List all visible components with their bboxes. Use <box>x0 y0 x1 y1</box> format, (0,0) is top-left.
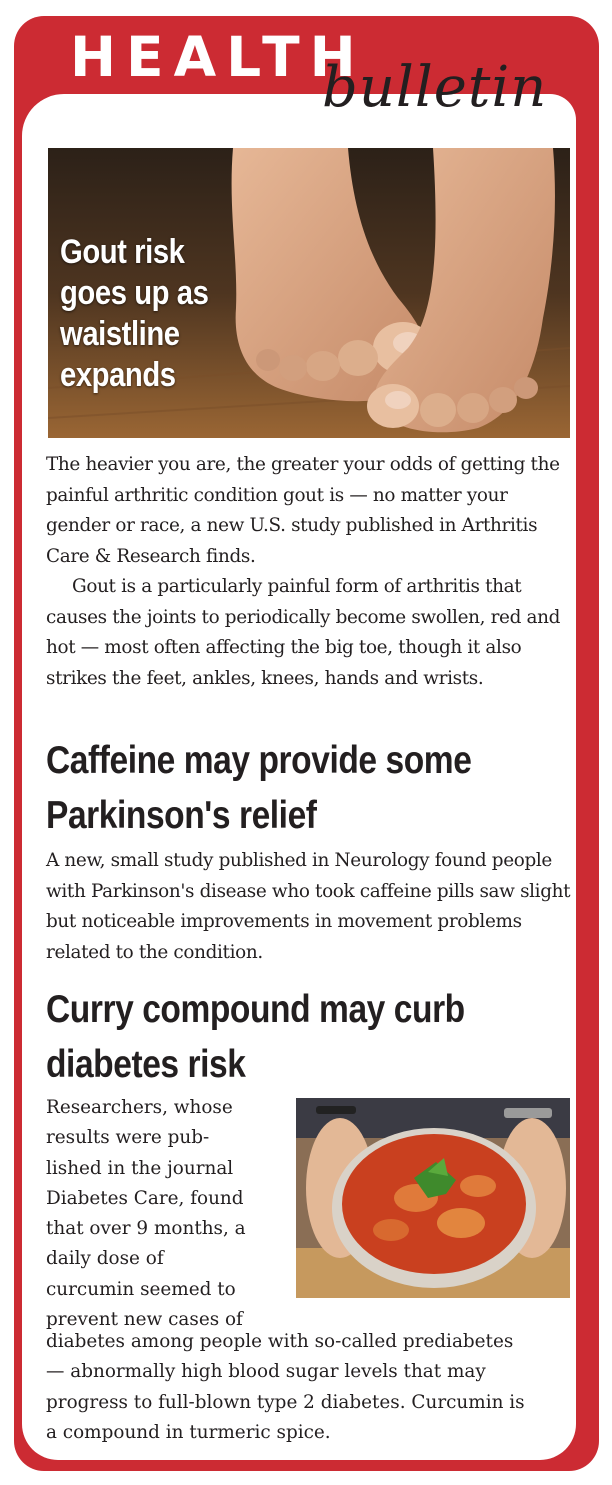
curry-bottom-line: — abnormally high blood sugar levels that may <box>46 1361 486 1383</box>
curry-side-line: prevent new cases of <box>46 1309 243 1331</box>
curry-side-line: Diabetes Care, found <box>46 1187 244 1209</box>
curry-article-body-side <box>46 1093 286 1335</box>
curry-bottom-line: a compound in turmeric spice. <box>46 1421 331 1443</box>
gout-headline: Gout risk goes up as waistline expands <box>60 233 209 394</box>
curry-side-line: results were pub- <box>46 1127 210 1149</box>
curry-headline <box>46 982 510 1092</box>
curry-side-line: lished in the journal <box>46 1157 234 1179</box>
caffeine-headline <box>46 733 510 843</box>
gout-paragraph-1: The heavier you are, the greater your odds of getting the painful arthritic condition gout is — no matter your gender or race, a new U.S. study published in Arthritis Care & Research finds. <box>46 454 560 567</box>
gout-article-body <box>46 450 574 694</box>
curry-side-line: Researchers, whose <box>46 1097 233 1118</box>
masthead-health-title: HEALTH <box>70 25 366 89</box>
curry-side-line: daily dose of <box>46 1248 164 1270</box>
caffeine-paragraph: A new, small study published in Neurology found people with Parkinson's disease who took caffeine pills saw slight but noticeable improvements in movement problems related to the condition. <box>46 850 571 963</box>
caffeine-headline-line-1: Caffeine may provide some <box>46 739 472 782</box>
curry-article-body-bottom <box>46 1327 578 1448</box>
curry-headline-line-1: Curry compound may curb <box>46 988 465 1031</box>
masthead-bulletin-title: bulletin <box>322 55 548 120</box>
curry-headline-line-2: diabetes risk <box>46 1043 246 1086</box>
curry-bowl-photo <box>296 1098 570 1298</box>
curry-side-line: that over 9 months, a <box>46 1218 246 1240</box>
curry-side-line: curcumin seemed to <box>46 1278 236 1300</box>
caffeine-headline-line-2: Parkinson's relief <box>46 794 317 837</box>
caffeine-article-body <box>46 846 574 968</box>
gout-paragraph-2: Gout is a particularly painful form of arthritis that causes the joints to periodically become swollen, red and hot — most often affecting the big toe, though it also strikes the feet, ankles, knees, hands and wrists. <box>46 576 561 689</box>
curry-bottom-line: diabetes among people with so-called prediabetes <box>46 1331 514 1352</box>
curry-bottom-line: progress to full-blown type 2 diabetes. Curcumin is <box>46 1391 525 1413</box>
